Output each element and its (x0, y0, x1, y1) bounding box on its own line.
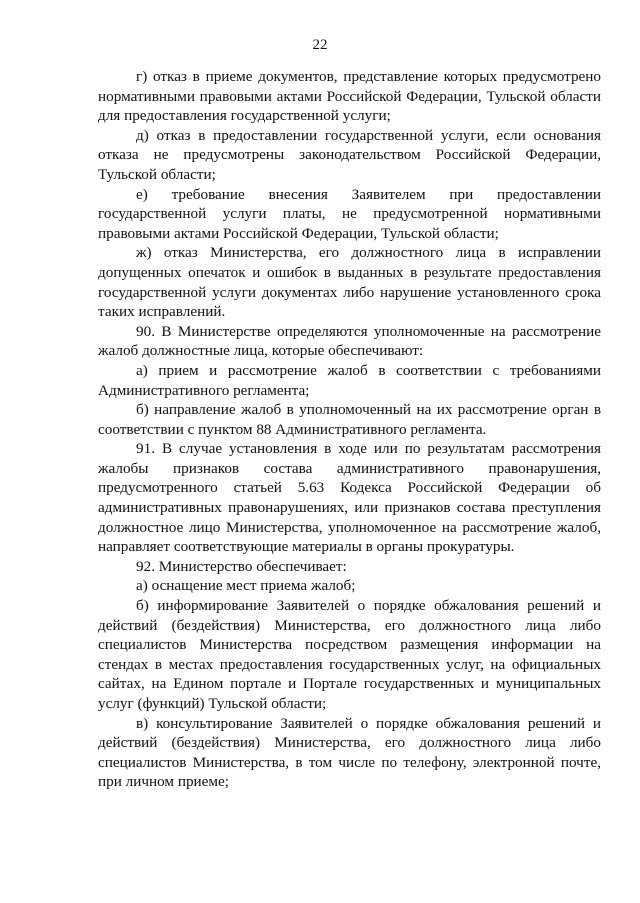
document-body (98, 67, 601, 792)
paragraph-e-fee-requirement: е) требование внесения Заявителем при предоставлении государственной услуги платы, не предусмотренной нормативными правовыми актами Российской Федерации, Тульской области; (98, 185, 601, 242)
paragraph-92: 92. Министерство обеспечивает: (136, 557, 347, 575)
paragraph-90-b: б) направление жалоб в уполномоченный на их рассмотрение орган в соответствии с пунктом 88 Административного регламента. (98, 401, 601, 438)
paragraph-92-a: а) оснащение мест приема жалоб; (136, 577, 356, 595)
paragraph-92-v: в) консультирование Заявителей о порядке обжалования решений и действий (бездействия) Министерства, его должностного лица либо специалистов Министерства, в том числе по телефону, электронной почте, при личном приеме; (98, 714, 601, 791)
paragraph-g-refusal-documents: г) отказ в приеме документов, представление которых предусмотрено нормативными правовыми актами Российской Федерации, Тульской области для предоставления государственной услуги; (98, 68, 601, 125)
paragraph-d-refusal-service: д) отказ в предоставлении государственной услуги, если основания отказа не предусмотрены законодательством Российской Федерации, Тульской области; (98, 126, 601, 183)
page-number: 22 (312, 37, 328, 53)
paragraph-90-a: а) прием и рассмотрение жалоб в соответствии с требованиями Административного регламента; (98, 361, 601, 399)
paragraph-zh-correction-refusal: ж) отказ Министерства, его должностного лица в исправлении допущенных опечаток и ошибок в выданных в результате предоставления государственной услуги документах либо нарушение установленного срока таких исправлений. (98, 244, 601, 321)
paragraph-92-b: б) информирование Заявителей о порядке обжалования решений и действий (бездействия) Министерства, его должностного лица либо специалистов Министерства посредством размещения информации на стендах в местах предоставления государственных услуг, на официальных сайтах, на Едином портале и Портале государственных и муниципальных услуг (функций) Тульской области; (98, 597, 601, 712)
paragraph-90: 90. В Министерстве определяются уполномоченные на рассмотрение жалоб должностные лица, которые обеспечивают: (98, 322, 601, 360)
paragraph-91: 91. В случае установления в ходе или по результатам рассмотрения жалобы признаков состава административного правонарушения, предусмотренного статьей 5.63 Кодекса Российской Федерации об административных правонарушениях, или признаков состава преступления должностное лицо Министерства, уполномоченное на рассмотрение жалоб, направляет соответствующие материалы в органы прокуратуры. (98, 440, 601, 556)
